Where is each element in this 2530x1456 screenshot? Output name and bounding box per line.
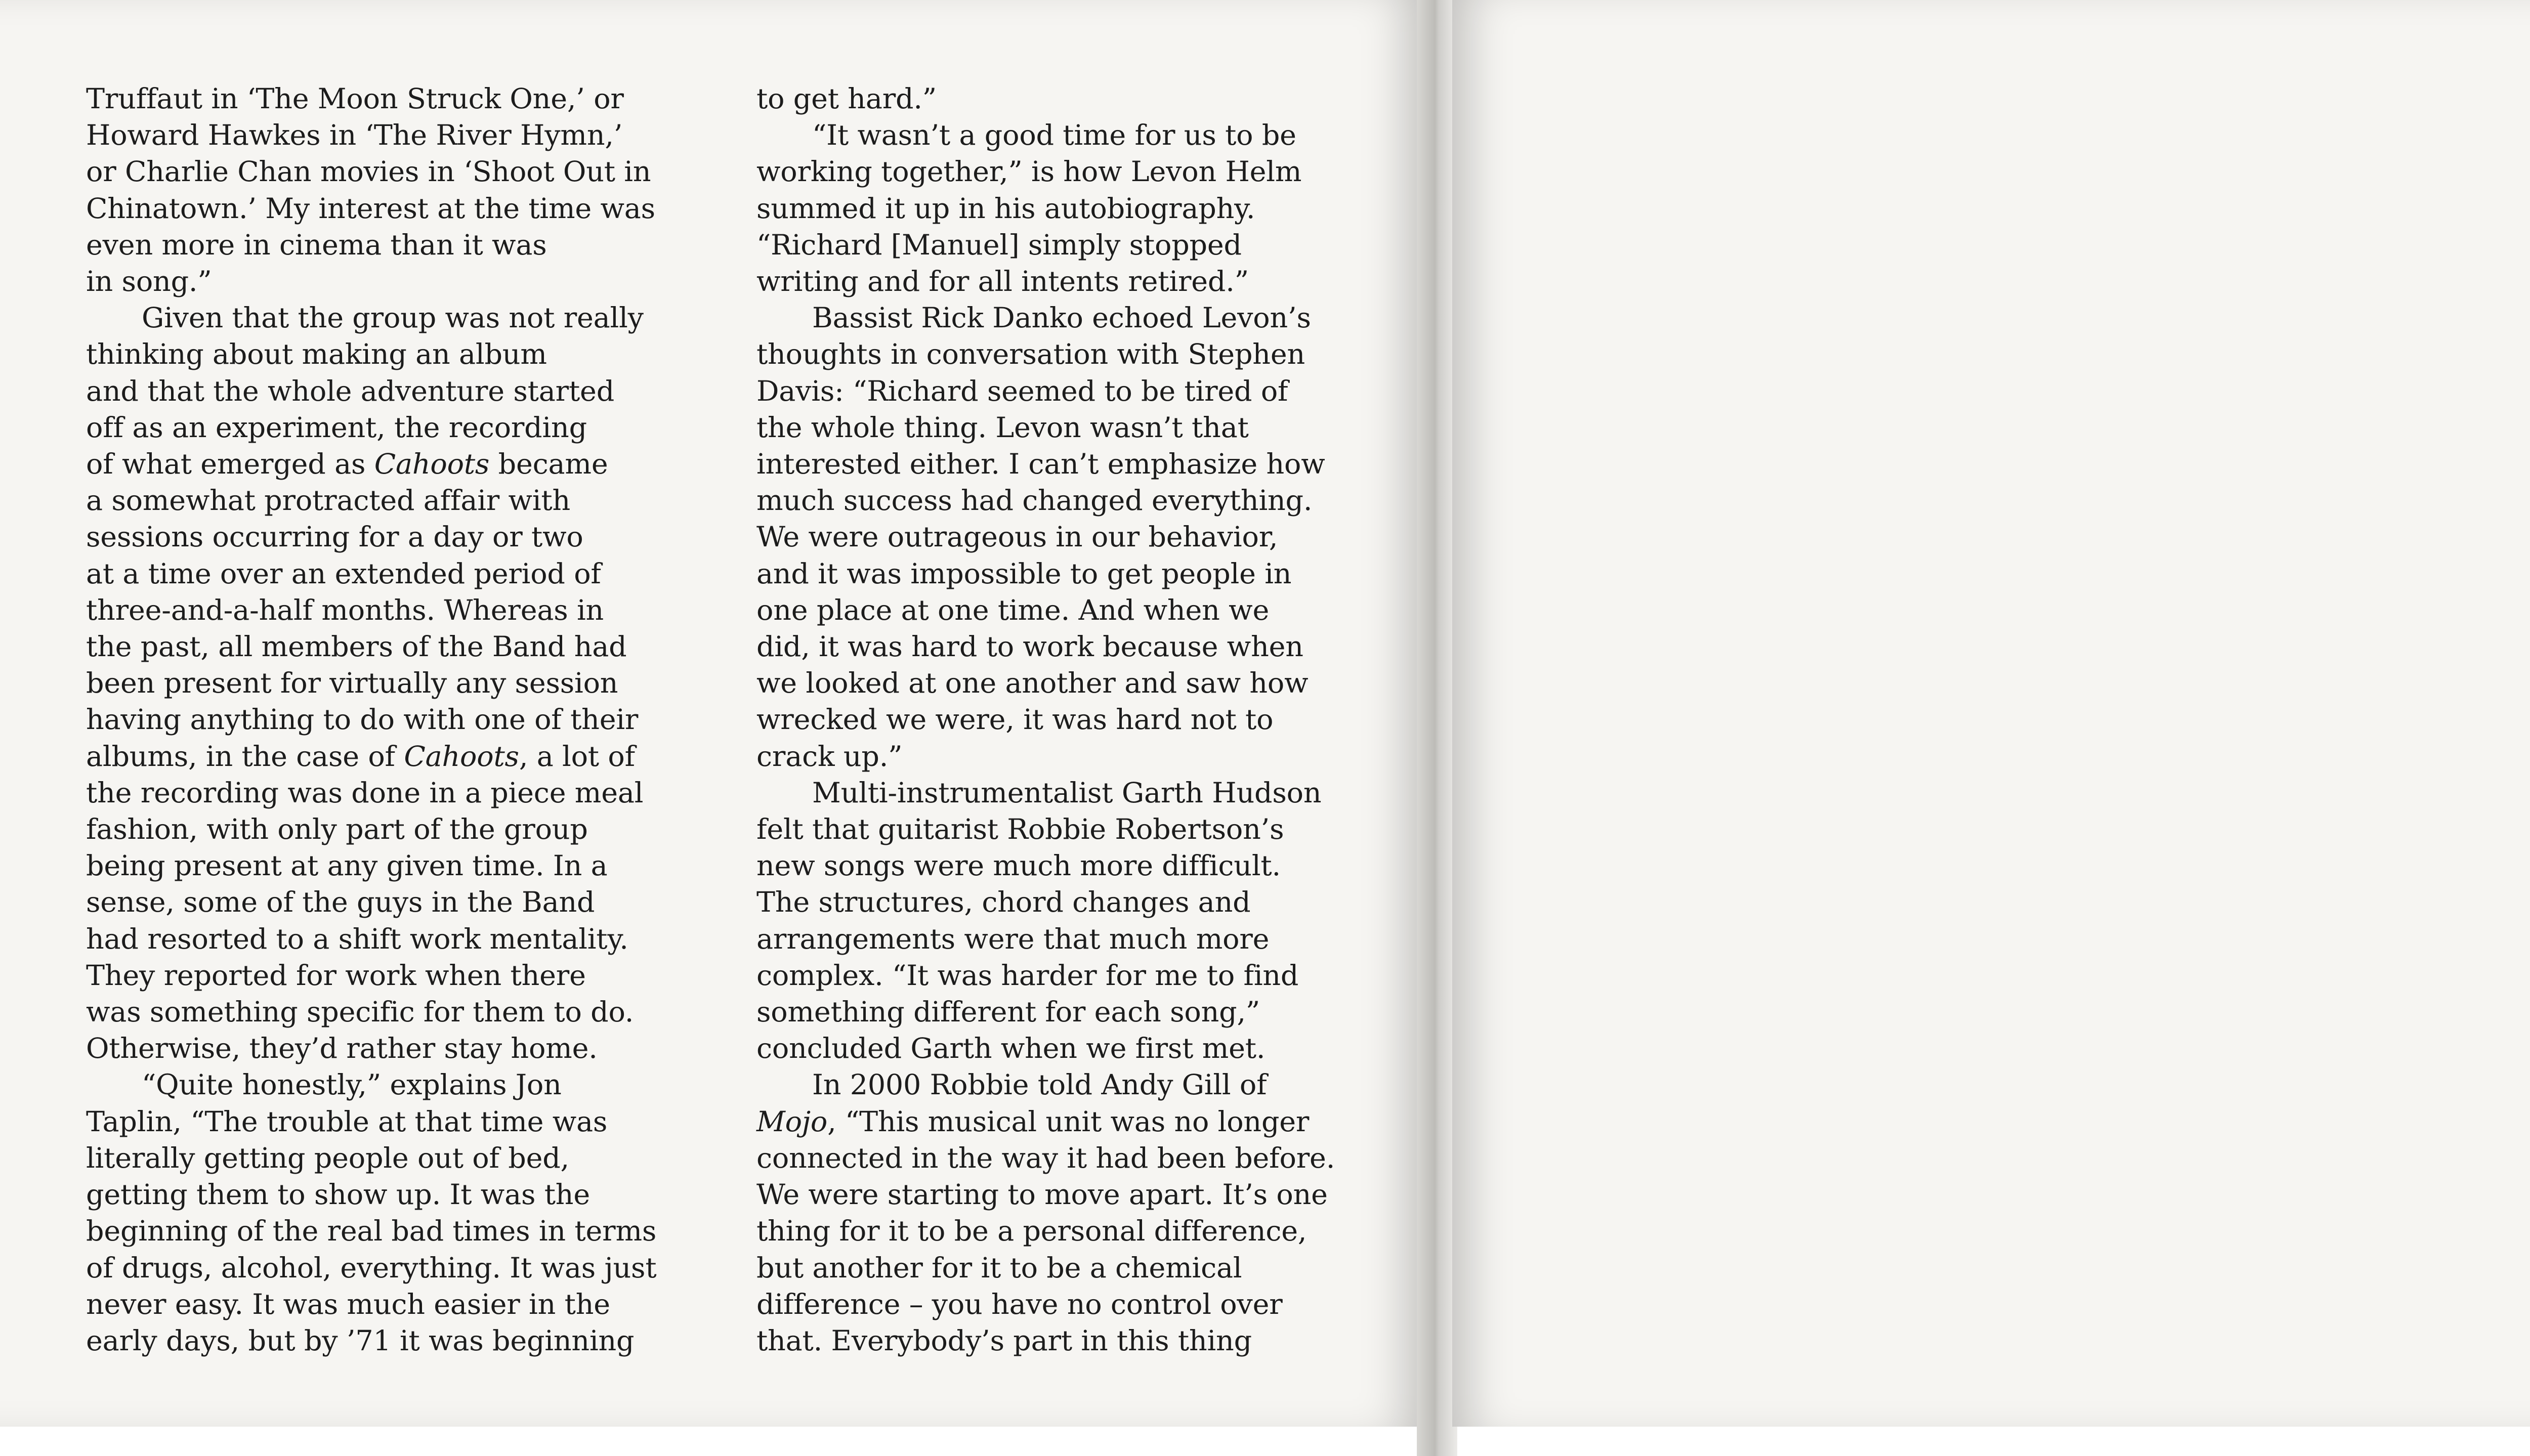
text-line: the whole thing. Levon wasn’t that <box>756 411 1249 444</box>
text-line: Howard Hawkes in ‘The River Hymn,’ <box>86 119 623 152</box>
paragraph <box>86 300 719 1067</box>
text-line: early days, but by ’71 it was beginning <box>86 1324 635 1357</box>
text-line: been present for virtually any session <box>86 667 618 700</box>
text-line: three-and-a-half months. Whereas in <box>86 593 604 627</box>
text-line: thing for it to be a personal difference, <box>756 1215 1307 1248</box>
text-line: writing and for all intents retired.” <box>756 265 1249 298</box>
text-line: getting them to show up. It was the <box>86 1178 590 1212</box>
book-gutter <box>1417 0 1457 1456</box>
left-page-column-1 <box>86 81 719 1359</box>
text-line: sessions occurring for a day or two <box>86 521 583 554</box>
text-line: something different for each song,” <box>756 996 1260 1029</box>
paragraph <box>756 81 1379 117</box>
text-line: Davis: “Richard seemed to be tired of <box>756 374 1288 408</box>
text-line: and it was impossible to get people in <box>756 557 1292 590</box>
text-line: new songs were much more difficult. <box>756 849 1281 883</box>
text-line: off as an experiment, the recording <box>86 411 587 444</box>
text-line: at a time over an extended period of <box>86 557 601 590</box>
text-line: complex. “It was harder for me to find <box>756 959 1299 992</box>
text-line: to get hard.” <box>756 82 937 115</box>
text-line: that. Everybody’s part in this thing <box>756 1324 1252 1357</box>
text-line: being present at any given time. In a <box>86 849 608 883</box>
text-line: fashion, with only part of the group <box>86 813 588 846</box>
text-line: thoughts in conversation with Stephen <box>756 338 1305 371</box>
text-line: Given that the group was not really <box>142 302 644 335</box>
text-line: or Charlie Chan movies in ‘Shoot Out in <box>86 155 651 189</box>
text-line: We were starting to move apart. It’s one <box>756 1178 1328 1212</box>
text-line: we looked at one another and saw how <box>756 667 1309 700</box>
text-line: did, it was hard to work because when <box>756 630 1303 664</box>
text-line: Truffaut in ‘The Moon Struck One,’ or <box>86 82 624 115</box>
text-line: We were outrageous in our behavior, <box>756 521 1278 554</box>
text-line: crack up.” <box>756 740 903 773</box>
text-line: beginning of the real bad times in terms <box>86 1215 657 1248</box>
text-line: albums, in the case of Cahoots, a lot of <box>86 740 635 773</box>
text-line: Otherwise, they’d rather stay home. <box>86 1032 598 1065</box>
text-line: even more in cinema than it was <box>86 228 547 262</box>
text-line: arrangements were that much more <box>756 922 1270 956</box>
text-line: had resorted to a shift work mentality. <box>86 922 628 956</box>
text-line: was something specific for them to do. <box>86 996 634 1029</box>
text-line: having anything to do with one of their <box>86 703 639 737</box>
text-line: thinking about making an album <box>86 338 547 371</box>
text-line: The structures, chord changes and <box>756 886 1251 919</box>
text-line: difference – you have no control over <box>756 1288 1283 1321</box>
text-line: summed it up in his autobiography. <box>756 192 1255 225</box>
text-line: literally getting people out of bed, <box>86 1141 569 1175</box>
text-line: Mojo, “This musical unit was no longer <box>756 1105 1310 1138</box>
paragraph <box>756 117 1379 300</box>
right-page <box>1452 0 2530 1427</box>
text-line: “Richard [Manuel] simply stopped <box>756 228 1242 262</box>
text-line: Bassist Rick Danko echoed Levon’s <box>812 302 1311 335</box>
text-line: but another for it to be a chemical <box>756 1251 1242 1284</box>
text-line: the recording was done in a piece meal <box>86 776 644 809</box>
text-line: the past, all members of the Band had <box>86 630 627 664</box>
paragraph <box>86 1067 719 1359</box>
text-line: one place at one time. And when we <box>756 593 1270 627</box>
paragraph <box>756 1067 1379 1359</box>
text-line: In 2000 Robbie told Andy Gill of <box>812 1068 1267 1102</box>
text-line: Taplin, “The trouble at that time was <box>86 1105 608 1138</box>
paragraph <box>756 300 1379 775</box>
text-line: sense, some of the guys in the Band <box>86 886 595 919</box>
text-line: and that the whole adventure started <box>86 374 615 408</box>
left-page-column-2 <box>756 81 1379 1359</box>
text-line: “It wasn’t a good time for us to be <box>812 119 1296 152</box>
text-line: interested either. I can’t emphasize how <box>756 448 1325 481</box>
text-line: They reported for work when there <box>86 959 586 992</box>
text-line: Chinatown.’ My interest at the time was <box>86 192 655 225</box>
text-line: concluded Garth when we first met. <box>756 1032 1266 1065</box>
text-line: connected in the way it had been before. <box>756 1141 1335 1175</box>
text-line: much success had changed everything. <box>756 484 1313 518</box>
text-line: never easy. It was much easier in the <box>86 1288 610 1321</box>
text-line: of what emerged as Cahoots became <box>86 448 608 481</box>
paragraph <box>756 775 1379 1067</box>
text-line: felt that guitarist Robbie Robertson’s <box>756 813 1284 846</box>
text-line: working together,” is how Levon Helm <box>756 155 1302 189</box>
text-line: “Quite honestly,” explains Jon <box>142 1068 562 1102</box>
text-line: of drugs, alcohol, everything. It was just <box>86 1251 657 1284</box>
text-line: Multi-instrumentalist Garth Hudson <box>812 776 1322 809</box>
paragraph <box>86 81 719 300</box>
text-line: wrecked we were, it was hard not to <box>756 703 1274 737</box>
text-line: in song.” <box>86 265 212 298</box>
text-line: a somewhat protracted affair with <box>86 484 571 518</box>
